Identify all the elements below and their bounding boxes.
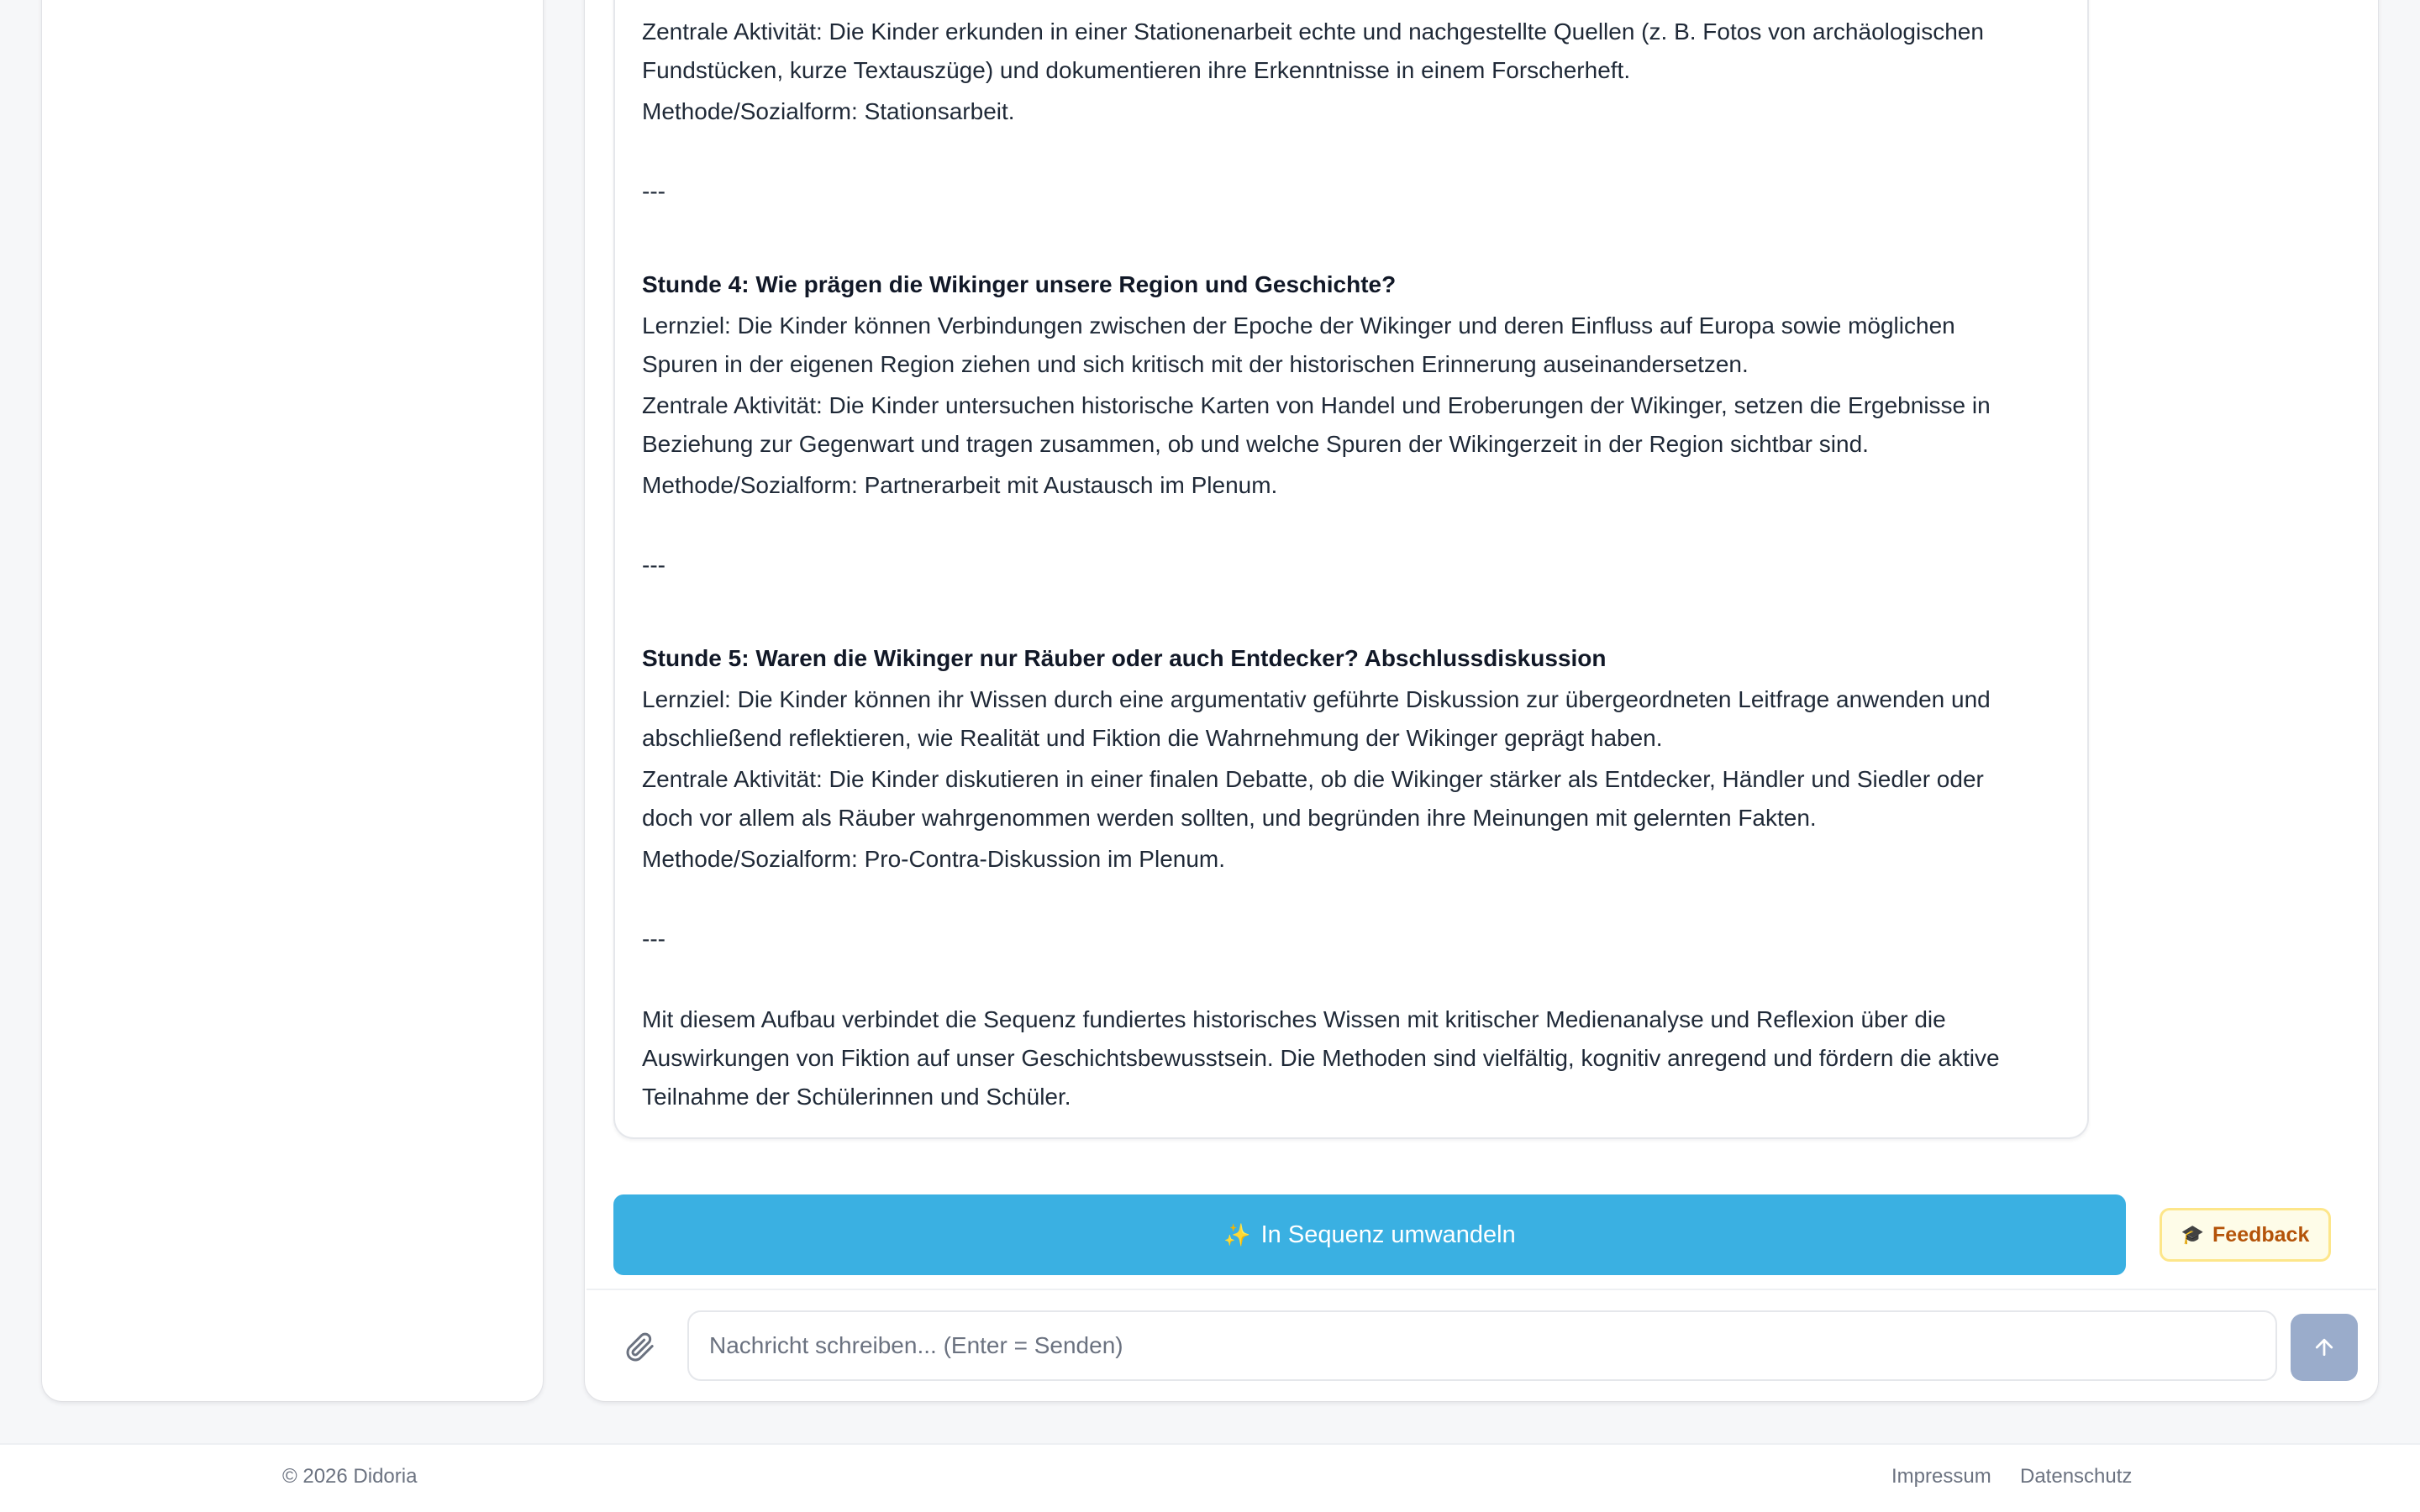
message-paragraph: abschließend reflektieren, wie Realität und Fiktion die Wahrnehmung der Wikinger geprägt haben. bbox=[642, 725, 1663, 751]
message-paragraph: Beziehung zur Gegenwart und tragen zusammen, ob und welche Spuren der Wikingerzeit in der Region sichtbar sind. bbox=[642, 431, 1869, 457]
convert-to-sequence-button[interactable] bbox=[613, 1194, 2126, 1275]
convert-button-label: In Sequenz umwandeln bbox=[1260, 1221, 1516, 1248]
message-separator: --- bbox=[642, 926, 666, 952]
message-paragraph: Auswirkungen von Fiktion auf unser Geschichtsbewusstsein. Die Methoden sind vielfältig, kognitiv anregend und fördern die aktive bbox=[642, 1045, 2000, 1071]
message-input[interactable] bbox=[687, 1310, 2277, 1381]
composer-divider bbox=[587, 1289, 2376, 1290]
feedback-button-label: Feedback bbox=[2212, 1222, 2310, 1247]
message-paragraph: Zentrale Aktivität: Die Kinder diskutieren in einer finalen Debatte, ob die Wikinger stärker als Entdecker, Händler und Siedler oder bbox=[642, 766, 1984, 792]
message-separator: --- bbox=[642, 552, 666, 578]
send-button[interactable] bbox=[2291, 1314, 2358, 1381]
datenschutz-link[interactable]: Datenschutz bbox=[2020, 1465, 2133, 1488]
message-paragraph: Methode/Sozialform: Stationsarbeit. bbox=[642, 98, 1015, 124]
message-paragraph: Fundstücken, kurze Textauszüge) und dokumentieren ihre Erkenntnisse in einem Forscherheft. bbox=[642, 57, 1631, 83]
impressum-link[interactable]: Impressum bbox=[1891, 1465, 1991, 1488]
message-paragraph: Zentrale Aktivität: Die Kinder erkunden in einer Stationenarbeit echte und nachgestellte Quellen (z. B. Fotos von archäologischen bbox=[642, 18, 1984, 45]
sidebar-panel bbox=[42, 0, 543, 1401]
message-paragraph: Methode/Sozialform: Pro-Contra-Diskussion im Plenum. bbox=[642, 846, 1226, 872]
message-paragraph: doch vor allem als Räuber wahrgenommen werden sollten, und begründen ihre Meinungen mit gelernten Fakten. bbox=[642, 805, 1817, 831]
attach-file-button[interactable] bbox=[620, 1327, 660, 1368]
message-paragraph: Lernziel: Die Kinder können ihr Wissen durch eine argumentativ geführte Diskussion zur übergeordneten Leitfrage anwenden und bbox=[642, 686, 1991, 712]
lesson-heading: Stunde 5: Waren die Wikinger nur Räuber oder auch Entdecker? Abschlussdiskussion bbox=[642, 645, 1607, 671]
message-paragraph: Mit diesem Aufbau verbindet die Sequenz fundiertes historisches Wissen mit kritischer Medienanalyse und Reflexion über die bbox=[642, 1006, 1946, 1032]
message-paragraph: Zentrale Aktivität: Die Kinder untersuchen historische Karten von Handel und Eroberungen der Wikinger, setzen die Ergebnisse in bbox=[642, 392, 1991, 418]
message-paragraph: Lernziel: Die Kinder können Verbindungen zwischen der Epoche der Wikinger und deren Einfluss auf Europa sowie möglichen bbox=[642, 312, 1955, 339]
message-separator: --- bbox=[642, 178, 666, 204]
message-paragraph: Spuren in der eigenen Region ziehen und sich kritisch mit der historischen Erinnerung auseinandersetzen. bbox=[642, 351, 1749, 377]
lesson-heading: Stunde 4: Wie prägen die Wikinger unsere Region und Geschichte? bbox=[642, 271, 1397, 297]
paperclip-icon bbox=[625, 1332, 655, 1362]
copyright-text: © 2026 Didoria bbox=[282, 1465, 418, 1488]
message-paragraph: Methode/Sozialform: Partnerarbeit mit Austausch im Plenum. bbox=[642, 472, 1278, 498]
graduation-cap-icon: 🎓 bbox=[2181, 1224, 2205, 1245]
feedback-button[interactable] bbox=[2160, 1208, 2331, 1262]
sparkles-icon: ✨ bbox=[1223, 1221, 1251, 1247]
message-paragraph: Teilnahme der Schülerinnen und Schüler. bbox=[642, 1084, 1071, 1110]
arrow-up-icon bbox=[2312, 1335, 2337, 1360]
